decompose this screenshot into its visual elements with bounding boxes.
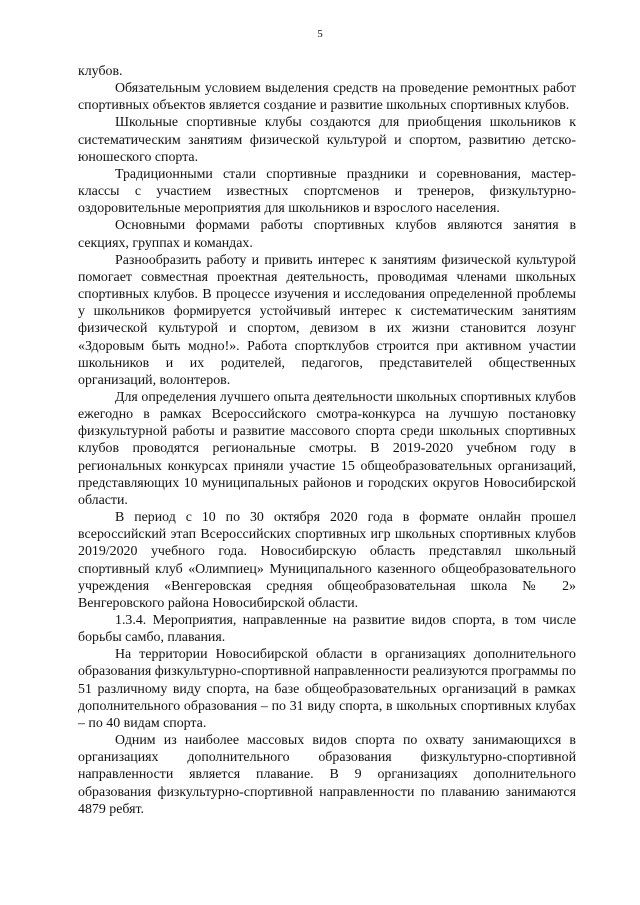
section-heading-1-3-4: 1.3.4. Мероприятия, направленные на развитие видов спорта, в том числе борьбы самбо, плавания. [78, 613, 576, 646]
paragraph-club-purpose: Школьные спортивные клубы создаются для приобщения школьников к систематическим занятиям физической культурой и спортом, развитию детско-юношеского спорта. [78, 115, 576, 165]
paragraph-continuation: клубов. [78, 64, 123, 79]
paragraph-traditional-events: Традиционными стали спортивные праздники и соревнования, мастер-классы с участием известных спортсменов и тренеров, физкультурно-оздоровительные мероприятия для школьников и взрослого населения. [78, 166, 576, 217]
paragraph-work-forms: Основными формами работы спортивных клубов являются занятия в секциях, группах и командах. [78, 218, 576, 251]
paragraph-online-games: В период с 10 по 30 октября 2020 года в формате онлайн прошел всероссийский этап Всероссийских спортивных игр школьных спортивных клубов 2019/2020 учебного года. Новосибирскую область представлял школьный спортивный клуб «Олимпиец» Муниципального казенного общеобразовательного учреждения «Венгеровская средняя общеобразовательная школа № 2» Венгеровского района Новосибирской области. [78, 510, 576, 611]
paragraph-repair-funding: Обязательным условием выделения средств на проведение ремонтных работ спортивных объектов является создание и развитие школьных спортивных клубов. [78, 81, 576, 114]
paragraph-project-activity: Разнообразить работу и привить интерес к занятиям физической культурой помогает совместная проектная деятельность, проводимая членами школьных спортивных клубов. В процессе изучения и исследования определенной проблемы у школьников формируется устойчивый интерес к систематическим занятиям физической культурой и спортом, девизом в их жизни становится лозунг «Здоровым быть модно!». Работа спортклубов строится при активном участии школьников и их родителей, педагогов, представителей общественных организаций, волонтеров. [78, 252, 576, 388]
page-number: 5 [317, 28, 323, 40]
paragraph-swimming: Одним из наиболее массовых видов спорта по охвату занимающихся в организациях дополнительного образования физкультурно-спортивной направленности является плавание. В 9 организациях дополнительного образования физкультурно-спортивной направленности по плаванию занимаются 4879 ребят. [78, 733, 576, 817]
paragraph-regional-reviews: Для определения лучшего опыта деятельности школьных спортивных клубов ежегодно в рамках Всероссийского смотра-конкурса на лучшую постановку физкультурной работы и развитие массового спорта среди школьных спортивных клубов проводятся региональные смотры. В 2019-2020 учебном году в региональных конкурсах приняли участие 15 общеобразовательных организаций, представляющих 10 муниципальных районов и городских округов Новосибирской области. [78, 389, 576, 508]
page-body [78, 63, 576, 818]
paragraph-programs: На территории Новосибирской области в организациях дополнительного образования физкультурно-спортивной направленности реализуются программы по 51 различному виду спорта, на базе общеобразовательных организаций в рамках дополнительного образования – по 31 виду спорта, в школьных спортивных клубах – по 40 видам спорта. [78, 647, 576, 731]
